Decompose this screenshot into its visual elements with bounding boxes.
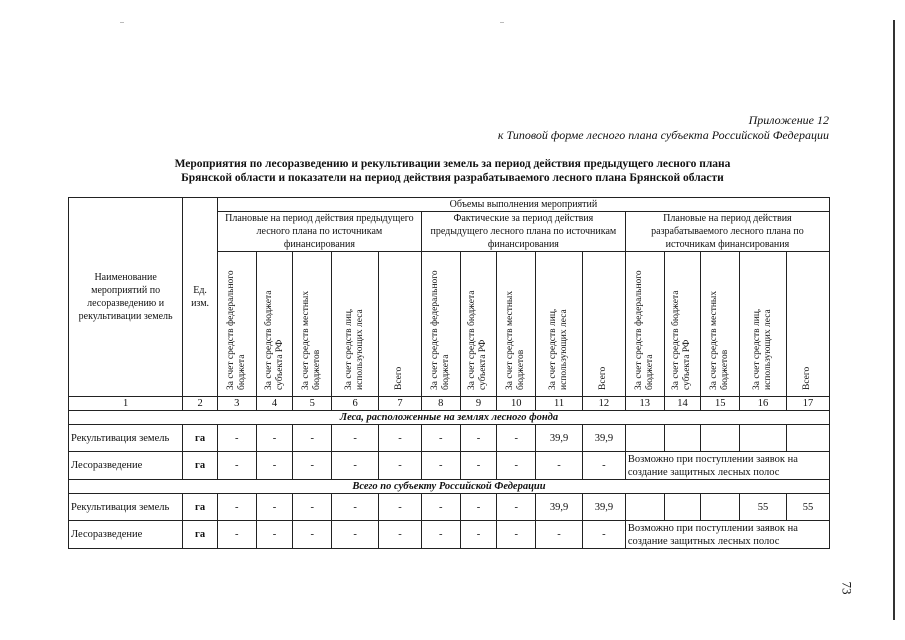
cell: - <box>293 521 332 549</box>
cell: - <box>497 521 536 549</box>
cell <box>625 425 664 452</box>
cell <box>701 425 740 452</box>
table-row <box>69 425 830 452</box>
cell <box>664 425 701 452</box>
col-number: 9 <box>460 397 497 411</box>
cell: - <box>460 494 497 521</box>
cell <box>625 494 664 521</box>
header-sub-federal: За счет средств федерального бюджета <box>633 270 655 390</box>
row-unit: га <box>183 521 218 549</box>
section-title-forest-fund: Леса, расположенные на землях лесного фонда <box>69 411 830 425</box>
cell: 55 <box>740 494 787 521</box>
header-group-planned-current: Плановые на период действия разрабатываемого лесного плана по источникам финансирования <box>625 212 829 252</box>
cell: - <box>332 494 379 521</box>
cell <box>786 425 829 452</box>
cell: - <box>536 452 583 480</box>
cell: - <box>332 425 379 452</box>
note-cell: Возможно при поступлении заявок на создание защитных лесных полос <box>625 452 829 480</box>
row-name: Рекультивация земель <box>69 494 183 521</box>
col-number: 14 <box>664 397 701 411</box>
table-row <box>69 494 830 521</box>
table-row <box>69 521 830 549</box>
col-number: 11 <box>536 397 583 411</box>
col-number: 8 <box>421 397 460 411</box>
cell: 55 <box>786 494 829 521</box>
cell <box>664 494 701 521</box>
header-sub-federal: За счет средств федерального бюджета <box>429 270 451 390</box>
cell: - <box>217 452 256 480</box>
row-unit: га <box>183 425 218 452</box>
scan-mark <box>120 22 124 23</box>
header-sub-forest-users: За счет средств лиц, использующих леса <box>344 308 366 390</box>
cell: - <box>217 425 256 452</box>
header-unit: Ед. изм. <box>183 198 218 397</box>
cell: - <box>583 521 626 549</box>
row-unit: га <box>183 494 218 521</box>
measures-table <box>68 197 830 549</box>
header-sub-total: Всего <box>394 366 405 390</box>
cell: - <box>256 521 293 549</box>
page-edge-rule <box>893 20 895 620</box>
cell: 39,9 <box>583 425 626 452</box>
header-sub-regional: За счет средств бюджета субъекта РФ <box>671 290 693 390</box>
cell: - <box>293 425 332 452</box>
row-name: Лесоразведение <box>69 521 183 549</box>
col-number: 5 <box>293 397 332 411</box>
header-sub-regional: За счет средств бюджета субъекта РФ <box>467 290 489 390</box>
cell: 39,9 <box>536 425 583 452</box>
document-title-line-1: Мероприятия по лесоразведению и рекультивации земель за период действия предыдущего лесного плана <box>174 158 731 170</box>
cell: - <box>379 425 422 452</box>
cell: - <box>421 425 460 452</box>
page-number: 73 <box>839 581 855 595</box>
cell: - <box>293 452 332 480</box>
cell: - <box>379 452 422 480</box>
cell: - <box>460 425 497 452</box>
cell: - <box>421 521 460 549</box>
cell <box>740 425 787 452</box>
header-group-planned-previous: Плановые на период действия предыдущего лесного плана по источникам финансирования <box>217 212 421 252</box>
cell: - <box>217 494 256 521</box>
cell: - <box>583 452 626 480</box>
appendix-reference: к Типовой форме лесного плана субъекта Российской Федерации <box>497 128 829 142</box>
cell <box>701 494 740 521</box>
header-sub-federal: За счет средств федерального бюджета <box>225 270 247 390</box>
cell: - <box>536 521 583 549</box>
col-number: 12 <box>583 397 626 411</box>
header-sub-forest-users: За счет средств лиц, использующих леса <box>752 308 774 390</box>
header-volumes: Объемы выполнения мероприятий <box>217 198 829 212</box>
cell: - <box>379 521 422 549</box>
cell: - <box>460 452 497 480</box>
cell: - <box>497 494 536 521</box>
appendix-number: Приложение 12 <box>748 113 829 127</box>
col-number: 4 <box>256 397 293 411</box>
col-number: 1 <box>69 397 183 411</box>
cell: - <box>497 452 536 480</box>
header-group-actual-previous: Фактические за период действия предыдущего лесного плана по источникам финансирования <box>421 212 625 252</box>
header-sub-regional: За счет средств бюджета субъекта РФ <box>263 290 285 390</box>
header-name: Наименование мероприятий по лесоразведению и рекультивации земель <box>69 198 183 397</box>
cell: - <box>421 452 460 480</box>
cell: - <box>217 521 256 549</box>
cell: - <box>497 425 536 452</box>
cell: - <box>421 494 460 521</box>
col-number: 2 <box>183 397 218 411</box>
col-number: 13 <box>625 397 664 411</box>
cell: 39,9 <box>536 494 583 521</box>
cell: - <box>293 494 332 521</box>
header-sub-total: Всего <box>802 366 813 390</box>
col-number: 15 <box>701 397 740 411</box>
col-number: 6 <box>332 397 379 411</box>
cell: 39,9 <box>583 494 626 521</box>
col-number: 10 <box>497 397 536 411</box>
cell: - <box>256 452 293 480</box>
note-cell: Возможно при поступлении заявок на создание защитных лесных полос <box>625 521 829 549</box>
header-sub-forest-users: За счет средств лиц, использующих леса <box>548 308 570 390</box>
cell: - <box>256 425 293 452</box>
document-title-line-2: Брянской области и показатели на период действия разрабатываемого лесного плана Брянской области <box>181 172 724 184</box>
column-number-row <box>69 397 830 411</box>
section-title-region-total: Всего по субъекту Российской Федерации <box>69 480 830 494</box>
row-name: Рекультивация земель <box>69 425 183 452</box>
header-sub-local: За счет средств местных бюджетов <box>709 290 731 390</box>
header-sub-total: Всего <box>598 366 609 390</box>
table-row <box>69 452 830 480</box>
cell: - <box>460 521 497 549</box>
cell: - <box>256 494 293 521</box>
col-number: 16 <box>740 397 787 411</box>
cell: - <box>332 521 379 549</box>
cell: - <box>332 452 379 480</box>
col-number: 17 <box>786 397 829 411</box>
col-number: 7 <box>379 397 422 411</box>
row-unit: га <box>183 452 218 480</box>
header-sub-local: За счет средств местных бюджетов <box>301 290 323 390</box>
cell: - <box>379 494 422 521</box>
col-number: 3 <box>217 397 256 411</box>
row-name: Лесоразведение <box>69 452 183 480</box>
scan-mark <box>500 22 504 23</box>
header-sub-local: За счет средств местных бюджетов <box>505 290 527 390</box>
